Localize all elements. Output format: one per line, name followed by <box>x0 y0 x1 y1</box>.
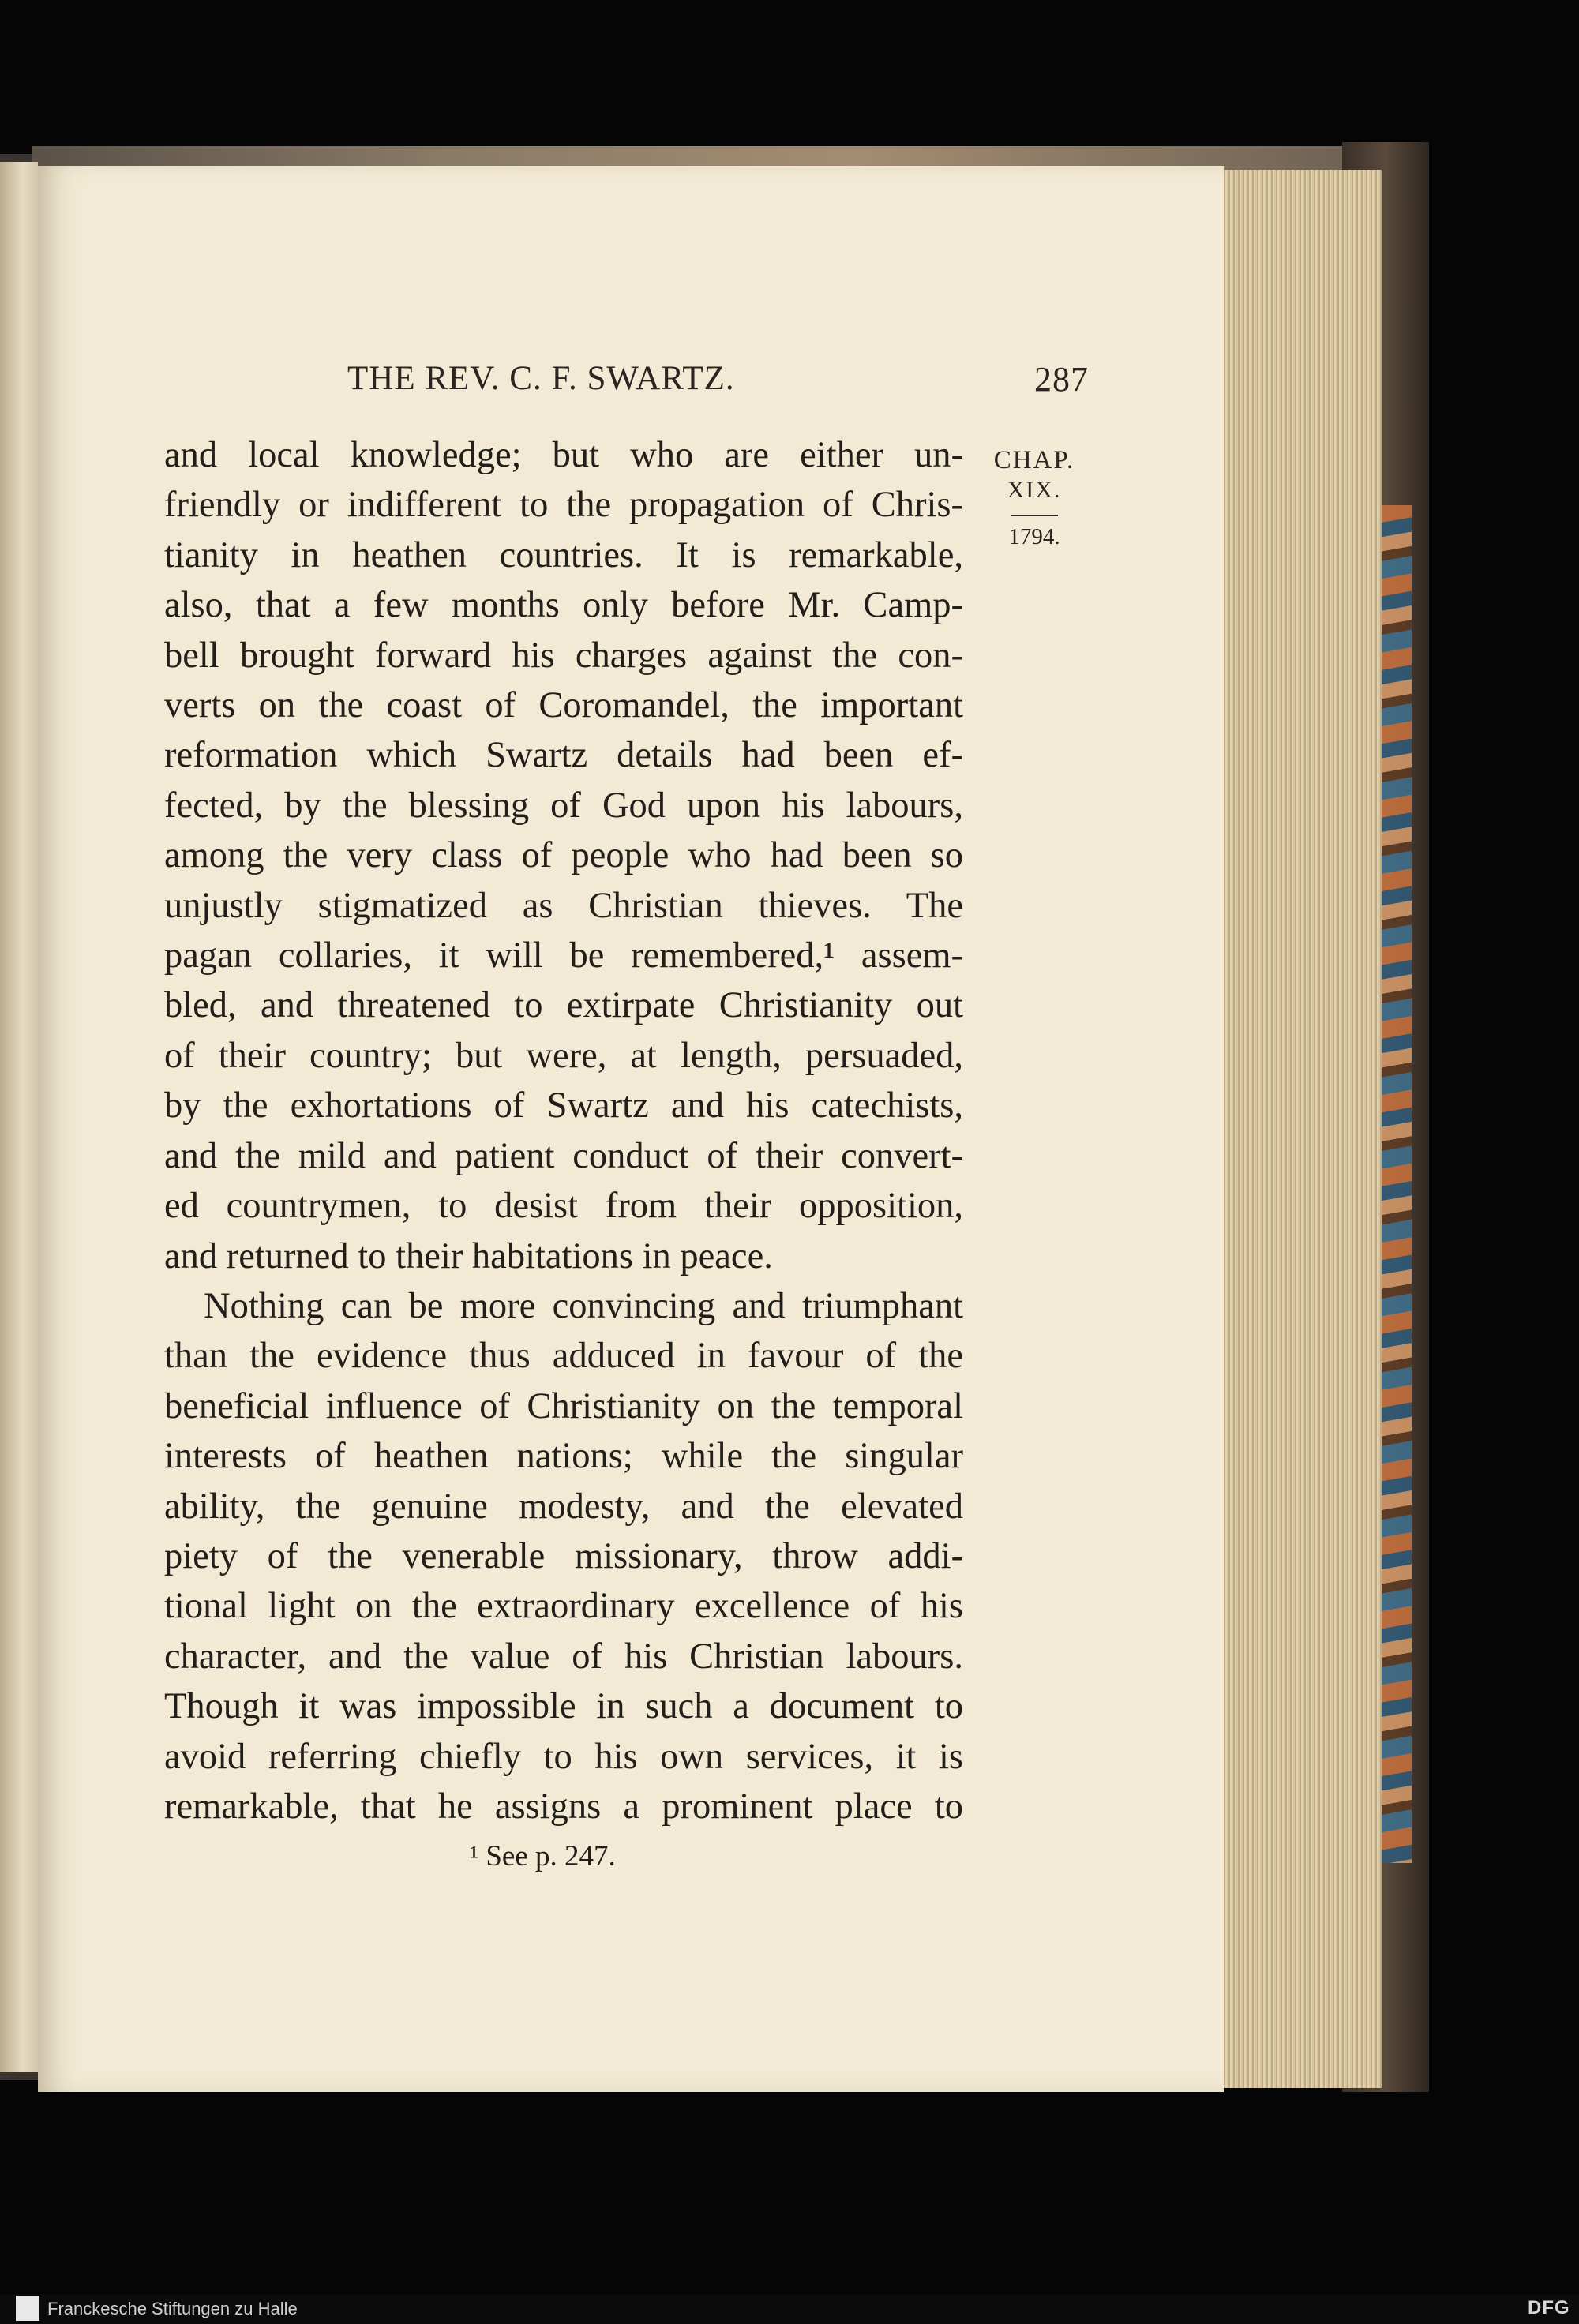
running-title: THE REV. C. F. SWARTZ. <box>347 360 735 397</box>
text-line: bell brought forward his charges against the con- <box>164 635 963 676</box>
text-line: by the exhortations of Swartz and his catechists, <box>164 1085 963 1126</box>
text-line: ed countrymen, to desist from their opposition, <box>164 1186 963 1227</box>
text-line: verts on the coast of Coromandel, the important <box>164 685 963 726</box>
text-line: pagan collaries, it will be remembered,¹ assem- <box>164 935 963 976</box>
text-line: interests of heathen nations; while the singular <box>164 1436 963 1477</box>
body-text <box>164 430 963 1831</box>
chapter-rule <box>1011 515 1058 516</box>
text-line: also, that a few months only before Mr. Camp- <box>164 585 963 626</box>
chapter-label: CHAP. <box>993 446 1075 474</box>
text-line: friendly or indifferent to the propagation of Chris- <box>164 485 963 526</box>
text-line: than the evidence thus adduced in favour of the <box>164 1336 963 1377</box>
left-page-sliver <box>0 162 38 2072</box>
text-line: and local knowledge; but who are either un- <box>164 435 963 475</box>
marbled-endpaper <box>1380 505 1412 1863</box>
text-line: reformation which Swartz details had been ef- <box>164 735 963 776</box>
text-line: character, and the value of his Christian labours. <box>164 1636 963 1677</box>
text-line: unjustly stigmatized as Christian thieves. The <box>164 885 963 926</box>
text-line: tional light on the extraordinary excellence of his <box>164 1586 963 1627</box>
page-number: 287 <box>1034 360 1089 399</box>
text-line: fected, by the blessing of God upon his labours, <box>164 785 963 826</box>
text-line: bled, and threatened to extirpate Christianity out <box>164 985 963 1026</box>
text-line: and the mild and patient conduct of their convert- <box>164 1135 963 1176</box>
text-line: remarkable, that he assigns a prominent place to <box>164 1786 963 1827</box>
institution-logo-icon <box>16 2296 39 2321</box>
text-line: and returned to their habitations in peace. <box>164 1235 773 1276</box>
chapter-year: 1794. <box>1008 524 1060 549</box>
margin-note <box>991 446 1078 550</box>
dfg-logo: DFG <box>1528 2297 1570 2318</box>
text-line: ability, the genuine modesty, and the elevated <box>164 1486 963 1527</box>
text-line: Though it was impossible in such a document to <box>164 1686 963 1727</box>
text-line: Nothing can be more convincing and triumphant <box>204 1285 963 1326</box>
text-line: tianity in heathen countries. It is remarkable, <box>164 534 963 575</box>
text-line: piety of the venerable missionary, throw addi- <box>164 1535 963 1576</box>
text-line: among the very class of people who had been so <box>164 835 963 876</box>
text-line: avoid referring chiefly to his own services, it is <box>164 1736 963 1777</box>
page-stack-edge <box>1208 170 1382 2088</box>
institution-credit: Franckesche Stiftungen zu Halle <box>47 2299 298 2318</box>
text-line: beneficial influence of Christianity on the temporal <box>164 1385 963 1426</box>
footnote: ¹ See p. 247. <box>470 1840 616 1872</box>
text-line: of their country; but were, at length, persuaded, <box>164 1035 963 1076</box>
chapter-number: XIX. <box>1007 477 1062 503</box>
